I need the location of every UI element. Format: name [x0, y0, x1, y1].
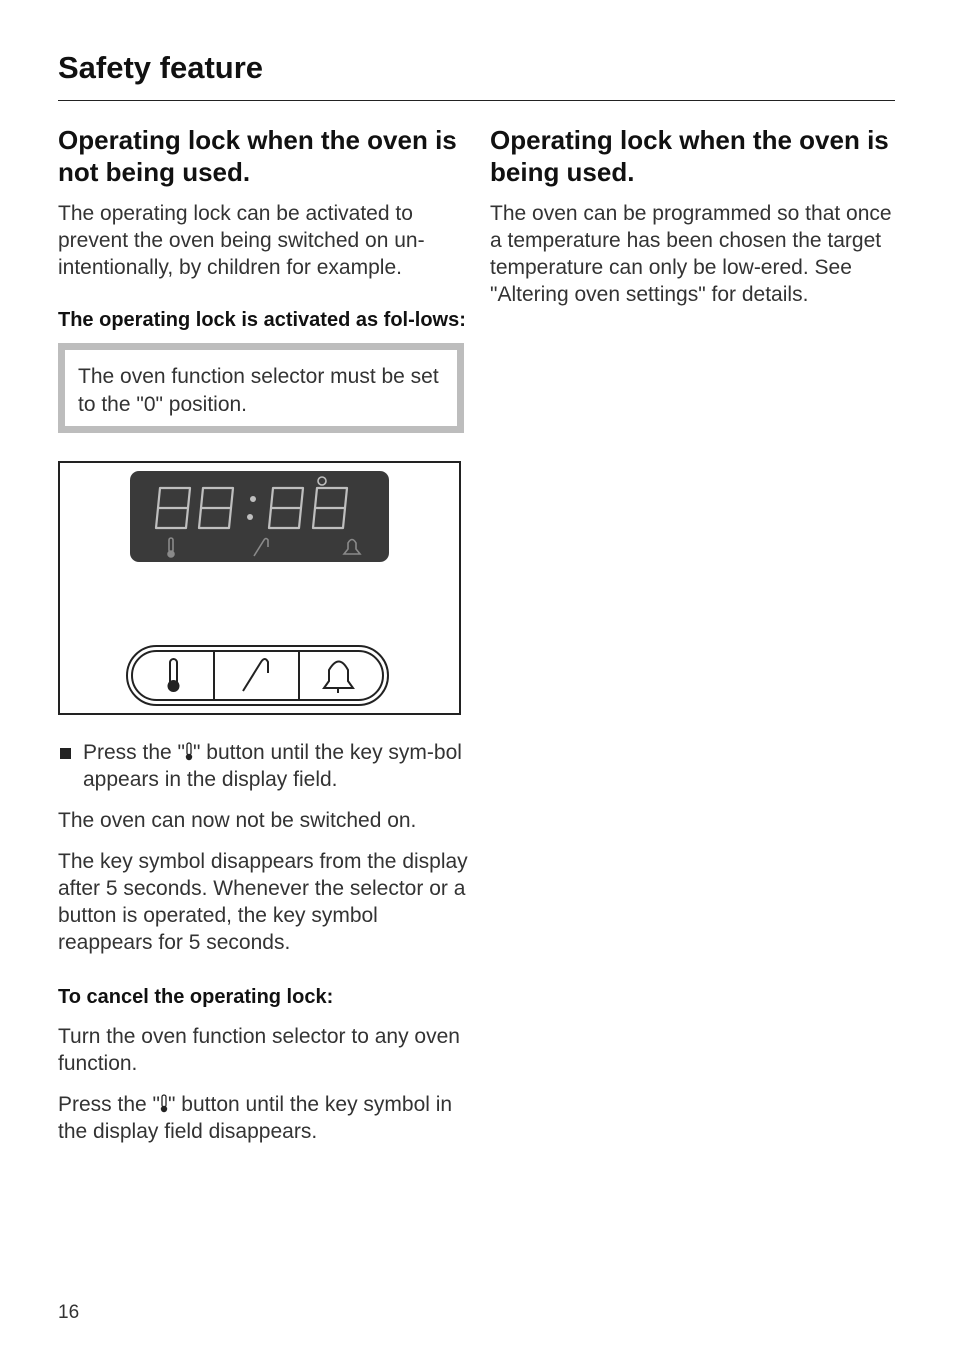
result-paragraph: The oven can now not be switched on. — [58, 809, 417, 832]
right-paragraph: The oven can be programmed so that once a temperature has been chosen the target temperature can only be low-ered. See "Altering oven settings" for details. — [490, 202, 892, 306]
thermometer-button[interactable] — [168, 659, 180, 692]
page-title: Safety feature — [58, 50, 264, 85]
left-heading: Operating lock when the oven is not being used. — [58, 125, 457, 187]
note-box — [58, 343, 464, 433]
left-column — [58, 124, 468, 1159]
bullet-text: Press the " " button until the key sym-bol appears in the display field. — [83, 741, 462, 791]
control-panel-figure — [58, 461, 461, 715]
key-info-paragraph: The key symbol disappears from the display after 5 seconds. Whenever the selector or a button is operated, the key symbol reappears for 5 seconds. — [58, 850, 468, 954]
title-divider — [58, 100, 895, 101]
cancel-press-paragraph: Press the " " button until the key symbol in the display field disappears. — [58, 1093, 453, 1143]
intro-paragraph: The operating lock can be activated to prevent the oven being switched on un-intentionally, by children for example. — [58, 202, 425, 279]
note-text: The oven function selector must be set to the "0" position. — [78, 365, 439, 416]
thermometer-icon — [168, 659, 180, 692]
bullet-square-icon — [60, 748, 71, 759]
activate-heading: The operating lock is activated as fol-lows: — [58, 309, 466, 331]
right-heading: Operating lock when the oven is being used. — [490, 125, 889, 187]
thermometer-icon — [160, 1094, 168, 1114]
page-number: 16 — [58, 1302, 80, 1323]
cancel-heading: To cancel the operating lock: — [58, 986, 334, 1008]
cancel-step-paragraph: Turn the oven function selector to any oven function. — [58, 1025, 460, 1075]
thermometer-icon — [185, 742, 193, 762]
bullet-item — [58, 739, 468, 793]
control-panel-illustration — [60, 463, 459, 713]
right-column — [490, 124, 895, 322]
